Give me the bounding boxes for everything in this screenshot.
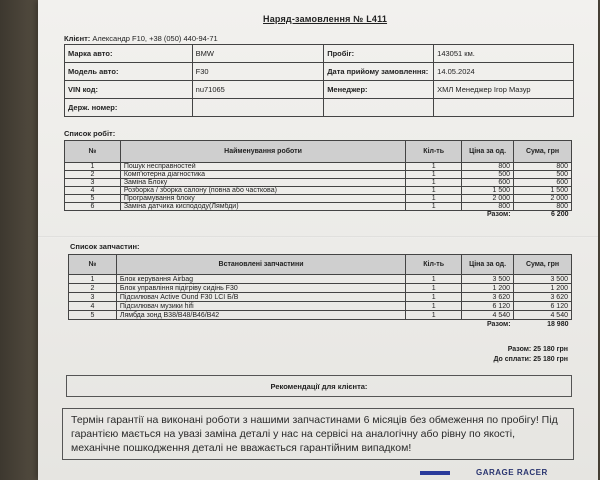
cell-qty: 1 (406, 195, 462, 203)
cell-no: 2 (65, 171, 121, 179)
cell-name: Блок керування Airbag (116, 275, 405, 284)
cell-qty: 1 (406, 179, 462, 187)
table-row (65, 187, 572, 195)
works-total-label: Разом: (486, 211, 511, 219)
cell-price: 6 120 (462, 302, 514, 311)
cell-name: Лямбда зонд B38/B48/B46/B42 (116, 311, 405, 320)
col-no: № (69, 255, 117, 275)
col-qty: Кіл-ть (406, 141, 462, 163)
col-qty: Кіл-ть (406, 255, 462, 275)
works-total: 6 200 (550, 211, 569, 219)
cell-name: Програмування блоку (120, 195, 405, 203)
cell-name: Розборка / зборка салону (повна або часткова) (120, 187, 405, 195)
cell-sum: 1 500 (514, 187, 572, 195)
cell-price: 2 000 (462, 195, 514, 203)
cell-sum: 2 000 (514, 195, 572, 203)
cell-price: 500 (462, 171, 514, 179)
vehicle-info-table (64, 44, 574, 117)
spacer (116, 320, 405, 329)
cell-sum: 6 120 (514, 302, 572, 311)
cell-no: 5 (65, 195, 121, 203)
cell-name: Блок управління підігріву сидінь F30 (116, 284, 405, 293)
recommendations-box: Рекомендації для клієнта: (66, 375, 572, 397)
make-value: BMW (192, 45, 324, 63)
manager-value: ХМЛ Менеджер Ігор Мазур (434, 81, 574, 99)
cell-price: 3 500 (462, 275, 514, 284)
summary-total-label: Разом: (507, 346, 532, 353)
manager-label: Менеджер: (324, 81, 434, 99)
client-value: Александр F10, +38 (050) 440-94-71 (92, 34, 218, 43)
cell-qty: 1 (406, 163, 462, 171)
paper-fold (38, 236, 598, 238)
col-price: Ціна за од. (462, 255, 514, 275)
document-title: Наряд-замовлення № L411 (263, 14, 388, 24)
empty-cell (324, 99, 434, 117)
model-label: Модель авто: (65, 63, 193, 81)
cell-no: 3 (69, 293, 117, 302)
spacer (120, 211, 405, 219)
spacer (69, 320, 117, 329)
table-row (65, 163, 572, 171)
table-row (69, 302, 572, 311)
cell-price: 4 540 (462, 311, 514, 320)
brand-stripe (420, 471, 450, 475)
cell-name: Підсилювач музики hifi (116, 302, 405, 311)
vin-label: VIN код: (65, 81, 193, 99)
cell-name: Заміна Блоку (120, 179, 405, 187)
cell-name: Пошук несправностей (120, 163, 405, 171)
works-table (64, 140, 572, 219)
cell-no: 4 (69, 302, 117, 311)
summary-total (458, 346, 568, 353)
cell-no: 5 (69, 311, 117, 320)
cell-qty: 1 (406, 302, 462, 311)
cell-price: 600 (462, 179, 514, 187)
col-price: Ціна за од. (462, 141, 514, 163)
parts-total-label: Разом: (486, 320, 511, 328)
cell-no: 4 (65, 187, 121, 195)
table-row (69, 284, 572, 293)
client-label: Клієнт: (64, 34, 91, 43)
empty-cell (434, 99, 574, 117)
cell-no: 6 (65, 203, 121, 211)
col-sum: Сума, грн (514, 255, 572, 275)
mileage-label: Пробіг: (324, 45, 434, 63)
cell-no: 1 (69, 275, 117, 284)
spacer (406, 320, 462, 329)
col-name: Найменування роботи (120, 141, 405, 163)
cell-qty: 1 (406, 203, 462, 211)
date-value: 14.05.2024 (434, 63, 574, 81)
parts-total: 18 980 (547, 320, 569, 328)
client-line (64, 34, 218, 43)
table-row (65, 171, 572, 179)
cell-sum: 1 200 (514, 284, 572, 293)
table-row (65, 179, 572, 187)
cell-price: 1 200 (462, 284, 514, 293)
cell-qty: 1 (406, 311, 462, 320)
cell-sum: 600 (514, 179, 572, 187)
table-row (65, 203, 572, 211)
cell-no: 3 (65, 179, 121, 187)
cell-sum: 3 620 (514, 293, 572, 302)
cell-name: Комп'ютерна діагностика (120, 171, 405, 179)
cell-sum: 3 500 (514, 275, 572, 284)
cell-price: 800 (462, 203, 514, 211)
cell-qty: 1 (406, 171, 462, 179)
mileage-value: 143051 км. (434, 45, 574, 63)
parts-section-title: Список запчастин: (70, 242, 140, 251)
cell-sum: 4 540 (514, 311, 572, 320)
table-row (69, 275, 572, 284)
cell-sum: 800 (514, 163, 572, 171)
summary-due-label: До сплати: (493, 356, 532, 363)
plate-value (192, 99, 324, 117)
cell-qty: 1 (406, 187, 462, 195)
cell-price: 3 620 (462, 293, 514, 302)
cell-price: 800 (462, 163, 514, 171)
guarantee-notice: Термін гарантії на виконані роботи з нашими запчастинами 6 місяців без обмеження по пробігу! Під гарантією мається на увазі заміна деталі у нас на сервісі на аналогічну або рівну по якості, механічне пошкодження деталі не вважається гарантійним випадком! (62, 408, 574, 460)
model-value: F30 (192, 63, 324, 81)
cell-sum: 500 (514, 171, 572, 179)
works-section-title: Список робіт: (64, 129, 116, 138)
table-row (69, 293, 572, 302)
col-sum: Сума, грн (514, 141, 572, 163)
spacer (65, 211, 121, 219)
table-row (69, 311, 572, 320)
parts-table (68, 254, 572, 329)
cell-name: Підсилювач Active Ound F30 LCI Б/В (116, 293, 405, 302)
cell-qty: 1 (406, 293, 462, 302)
cell-no: 1 (65, 163, 121, 171)
cell-qty: 1 (406, 275, 462, 284)
table-row (65, 195, 572, 203)
cell-qty: 1 (406, 284, 462, 293)
cell-sum: 800 (514, 203, 572, 211)
cell-no: 2 (69, 284, 117, 293)
col-no: № (65, 141, 121, 163)
col-name: Встановлені запчастини (116, 255, 405, 275)
plate-label: Держ. номер: (65, 99, 193, 117)
summary-due (458, 356, 568, 363)
spacer (406, 211, 462, 219)
date-label: Дата прийому замовлення: (324, 63, 434, 81)
cell-price: 1 500 (462, 187, 514, 195)
summary-total-value: 25 180 грн (533, 346, 568, 353)
summary-due-value: 25 180 грн (533, 356, 568, 363)
vin-value: nu71065 (192, 81, 324, 99)
make-label: Марка авто: (65, 45, 193, 63)
brand-logo-text: GARAGE RACER (476, 468, 548, 477)
cell-name: Заміна датчика киспододу(Лямбди) (120, 203, 405, 211)
order-document (38, 0, 598, 480)
